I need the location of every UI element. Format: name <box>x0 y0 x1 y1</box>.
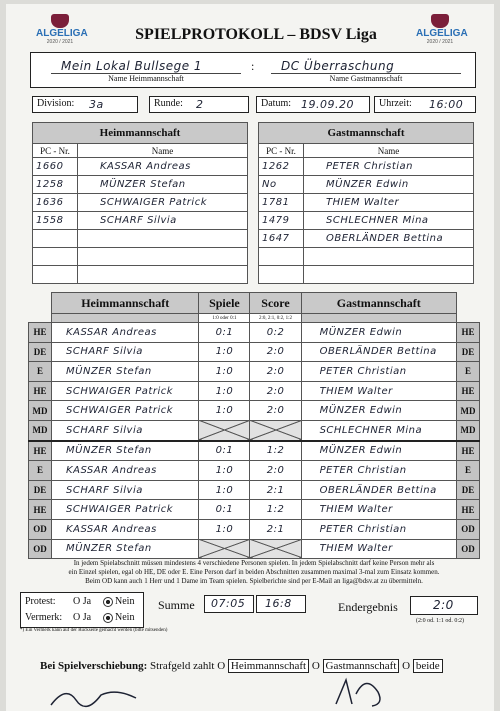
game-type-code: HE <box>29 441 52 461</box>
league-logo-right <box>416 14 468 48</box>
summe-legs-field[interactable]: 07:05 <box>204 595 254 613</box>
table-row: No MÜNZER Edwin <box>259 176 474 194</box>
game-type-code: MD <box>29 420 52 440</box>
game-home-player[interactable]: SCHARF Silvia <box>52 480 199 500</box>
game-score[interactable]: 2:0 <box>250 362 301 382</box>
game-guest-player[interactable]: MÜNZER Edwin <box>301 323 456 343</box>
game-row <box>29 323 480 343</box>
table-row <box>259 266 474 284</box>
option-guest[interactable]: O Gastmannschaft <box>312 659 400 673</box>
game-type-code: HE <box>29 323 52 343</box>
game-home-player[interactable]: SCHWAIGER Patrick <box>52 381 199 401</box>
endergebnis-field[interactable]: 2:0 <box>410 596 478 615</box>
game-type-code: OD <box>456 539 479 559</box>
guest-players-title: Gastmannschaft <box>259 123 474 144</box>
game-row <box>29 539 480 559</box>
games-table: Heimmannschaft Spiele Score Gastmannschaft 1:0 oder 0:1 2:0, 2:1, 0:2, 1:2 HE KASSAR Andreas 0:1 0:2 MÜNZER Edwin HE DE SCHARF Silvia 1:0 2:0 OBERLÄNDER Bettina DE E MÜNZER Stefan 1:0 2:0 PETER Christian E HE SCHWAIGER Patrick 1:0 2:0 THIEM Walter HE MD SCHWAIGER Patrick 1:0 2:0 MÜNZER Edwin MD MD SCHARF Silvia SCHLECHNER Mina MD HE MÜNZER Stefan 0:1 1:2 MÜNZER Edwin HE E KASSAR Andreas 1:0 2:0 PETER Christian E DE SCHARF Silvia 1:0 2:1 OBERLÄNDER Bettina DE HE SCHWAIGER Patrick 0:1 1:2 THIEM Walter HE OD KASSAR Andreas 1:0 2:1 PETER Christian OD OD MÜNZER Stefan THIEM Walter OD <box>28 292 480 559</box>
game-guest-player[interactable]: PETER Christian <box>301 519 456 539</box>
logo-year: 2020 / 2021 <box>46 39 74 45</box>
signature-home <box>46 680 146 710</box>
game-score[interactable] <box>250 539 301 559</box>
game-home-player[interactable]: SCHARF Silvia <box>52 342 199 362</box>
table-row <box>33 230 248 248</box>
time-field[interactable]: Uhrzeit: 16:00 <box>374 96 476 113</box>
game-type-code: OD <box>29 519 52 539</box>
protest-nein-radio[interactable]: Nein <box>103 596 134 607</box>
logo-year: 2020 / 2021 <box>426 39 454 45</box>
game-type-code: DE <box>456 480 479 500</box>
summe-label: Summe <box>158 598 195 612</box>
table-row: 1558 SCHARF Silvia <box>33 212 248 230</box>
game-guest-player[interactable]: PETER Christian <box>301 362 456 382</box>
game-type-code: HE <box>29 500 52 520</box>
game-score[interactable]: 2:1 <box>250 519 301 539</box>
game-type-code: HE <box>456 500 479 520</box>
game-legs[interactable]: 1:0 <box>199 381 250 401</box>
game-type-code: OD <box>456 519 479 539</box>
games-col-home: Heimmannschaft <box>52 293 199 314</box>
game-legs[interactable]: 0:1 <box>199 500 250 520</box>
table-row: 1781 THIEM Walter <box>259 194 474 212</box>
radio-checked-icon <box>103 597 113 607</box>
crest-icon <box>51 14 69 28</box>
game-legs[interactable]: 1:0 <box>199 519 250 539</box>
game-type-code: E <box>456 461 479 481</box>
game-guest-player[interactable]: SCHLECHNER Mina <box>301 420 456 440</box>
game-home-player[interactable]: SCHARF Silvia <box>52 420 199 440</box>
game-type-code: E <box>29 461 52 481</box>
vermerk-note: *) Ein Vermerk kann auf der Rückseite gemacht werden (bitte mitsenden) <box>20 628 168 633</box>
game-score[interactable]: 2:0 <box>250 401 301 421</box>
logo-text: ALGELIGA <box>36 28 88 39</box>
game-score[interactable]: 1:2 <box>250 441 301 461</box>
game-guest-player[interactable]: OBERLÄNDER Bettina <box>301 342 456 362</box>
protest-ja-radio[interactable]: O Ja <box>73 596 92 607</box>
protest-box: Protest: O Ja Nein Vermerk: O Ja Nein <box>20 592 144 628</box>
endergebnis-note: (2:0 od. 1:1 od. 0:2) <box>416 618 464 624</box>
table-row <box>33 248 248 266</box>
game-type-code: HE <box>29 381 52 401</box>
game-guest-player[interactable]: MÜNZER Edwin <box>301 401 456 421</box>
game-legs[interactable]: 1:0 <box>199 480 250 500</box>
game-home-player[interactable]: KASSAR Andreas <box>52 461 199 481</box>
game-row <box>29 480 480 500</box>
team-separator: : <box>251 59 255 73</box>
game-legs[interactable]: 1:0 <box>199 362 250 382</box>
game-row <box>29 519 480 539</box>
table-row: 1258 MÜNZER Stefan <box>33 176 248 194</box>
game-type-code: HE <box>456 441 479 461</box>
crest-icon <box>431 14 449 28</box>
game-legs[interactable] <box>199 539 250 559</box>
league-logo-left <box>36 14 88 48</box>
game-type-code: DE <box>29 480 52 500</box>
game-type-code: MD <box>29 401 52 421</box>
game-type-code: OD <box>29 539 52 559</box>
game-score[interactable]: 2:0 <box>250 342 301 362</box>
game-legs[interactable]: 0:1 <box>199 323 250 343</box>
game-legs[interactable]: 0:1 <box>199 441 250 461</box>
signature-guest <box>326 674 406 710</box>
team-names-box <box>30 52 476 88</box>
game-guest-player[interactable]: THIEM Walter <box>301 539 456 559</box>
game-home-player[interactable]: MÜNZER Stefan <box>52 362 199 382</box>
game-score[interactable]: 0:2 <box>250 323 301 343</box>
logo-text: ALGELIGA <box>416 28 468 39</box>
option-both[interactable]: O beide <box>402 659 443 673</box>
table-row: 1647 OBERLÄNDER Bettina <box>259 230 474 248</box>
game-home-player[interactable]: KASSAR Andreas <box>52 323 199 343</box>
game-home-player[interactable]: MÜNZER Stefan <box>52 441 199 461</box>
rules-note: In jedem Spielabschnitt müssen mindestens 4 verschiedene Personen spielen. In jedem Spielabschnitt darf keine Person mehr als ein Einzel spielen, egal ob HE, DE oder E. Eine Person darf in beiden Abschnitten zusammen maximal 3-mal zum Einsatz kommen. Beim OD kann auch 1 Herr und 1 Dame im Team spielen. Spielberichte sind per E-Mail an liga@bdsv.at zu übermitteln. <box>68 559 440 585</box>
game-type-code: DE <box>29 342 52 362</box>
game-home-player[interactable]: KASSAR Andreas <box>52 519 199 539</box>
games-col-legs: Spiele <box>199 293 250 314</box>
table-row <box>259 248 474 266</box>
postponement-row: Bei Spielverschiebung: Strafgeld zahlt O Heimmannschaft O Gastmannschaft O beide <box>40 660 443 672</box>
game-guest-player[interactable]: MÜNZER Edwin <box>301 441 456 461</box>
home-players-table: Heimmannschaft PC - Nr. Name 1660 KASSAR Andreas 1258 MÜNZER Stefan 1636 SCHWAIGER Patrick 1558 SCHARF Silvia <box>32 122 248 284</box>
guest-team-name[interactable]: DC Überraschung <box>281 59 395 73</box>
home-players-title: Heimmannschaft <box>33 123 248 144</box>
table-row: 1262 PETER Christian <box>259 158 474 176</box>
game-type-code: MD <box>456 401 479 421</box>
game-row <box>29 381 480 401</box>
game-home-player[interactable]: MÜNZER Stefan <box>52 539 199 559</box>
game-legs[interactable] <box>199 420 250 440</box>
page-title: SPIELPROTOKOLL – BDSV Liga <box>135 26 377 43</box>
game-row <box>29 420 480 440</box>
game-row <box>29 362 480 382</box>
game-score[interactable]: 1:2 <box>250 500 301 520</box>
division-field[interactable]: Division: 3a <box>32 96 138 113</box>
home-team-name[interactable]: Mein Lokal Bullsege 1 <box>61 59 203 73</box>
endergebnis-label: Endergebnis <box>338 600 398 614</box>
game-score[interactable]: 2:1 <box>250 480 301 500</box>
game-legs[interactable]: 1:0 <box>199 342 250 362</box>
protocol-sheet <box>6 4 494 711</box>
game-legs[interactable]: 1:0 <box>199 461 250 481</box>
home-team-label: Name Heimmannschaft <box>108 74 184 83</box>
option-home[interactable]: O Heimmannschaft <box>217 659 309 673</box>
vermerk-ja-radio[interactable]: O Ja <box>73 612 92 623</box>
game-row <box>29 461 480 481</box>
game-type-code: E <box>29 362 52 382</box>
vermerk-nein-radio[interactable]: Nein <box>103 612 134 623</box>
table-row: 1636 SCHWAIGER Patrick <box>33 194 248 212</box>
game-type-code: MD <box>456 420 479 440</box>
games-col-score: Score <box>250 293 301 314</box>
game-guest-player[interactable]: OBERLÄNDER Bettina <box>301 480 456 500</box>
game-type-code: E <box>456 362 479 382</box>
table-row <box>33 266 248 284</box>
game-guest-player[interactable]: PETER Christian <box>301 461 456 481</box>
game-row <box>29 500 480 520</box>
game-guest-player[interactable]: THIEM Walter <box>301 381 456 401</box>
game-type-code: HE <box>456 323 479 343</box>
table-row: 1479 SCHLECHNER Mina <box>259 212 474 230</box>
game-guest-player[interactable]: THIEM Walter <box>301 500 456 520</box>
date-field[interactable]: Datum: 19.09.20 <box>256 96 370 113</box>
game-type-code: HE <box>456 381 479 401</box>
game-score[interactable]: 2:0 <box>250 381 301 401</box>
games-col-guest: Gastmannschaft <box>301 293 456 314</box>
game-score[interactable] <box>250 420 301 440</box>
game-home-player[interactable]: SCHWAIGER Patrick <box>52 500 199 520</box>
summe-score-field[interactable]: 16:8 <box>256 595 306 613</box>
radio-checked-icon <box>103 613 113 623</box>
game-row <box>29 401 480 421</box>
game-row <box>29 342 480 362</box>
game-legs[interactable]: 1:0 <box>199 401 250 421</box>
guest-team-label: Name Gastmannschaft <box>329 74 403 83</box>
round-field[interactable]: Runde: 2 <box>149 96 249 113</box>
table-row: 1660 KASSAR Andreas <box>33 158 248 176</box>
game-score[interactable]: 2:0 <box>250 461 301 481</box>
game-row <box>29 441 480 461</box>
game-home-player[interactable]: SCHWAIGER Patrick <box>52 401 199 421</box>
guest-players-table: Gastmannschaft PC - Nr. Name 1262 PETER Christian No MÜNZER Edwin 1781 THIEM Walter 1479 SCHLECHNER Mina 1647 OBERLÄNDER Bettina <box>258 122 474 284</box>
game-type-code: DE <box>456 342 479 362</box>
